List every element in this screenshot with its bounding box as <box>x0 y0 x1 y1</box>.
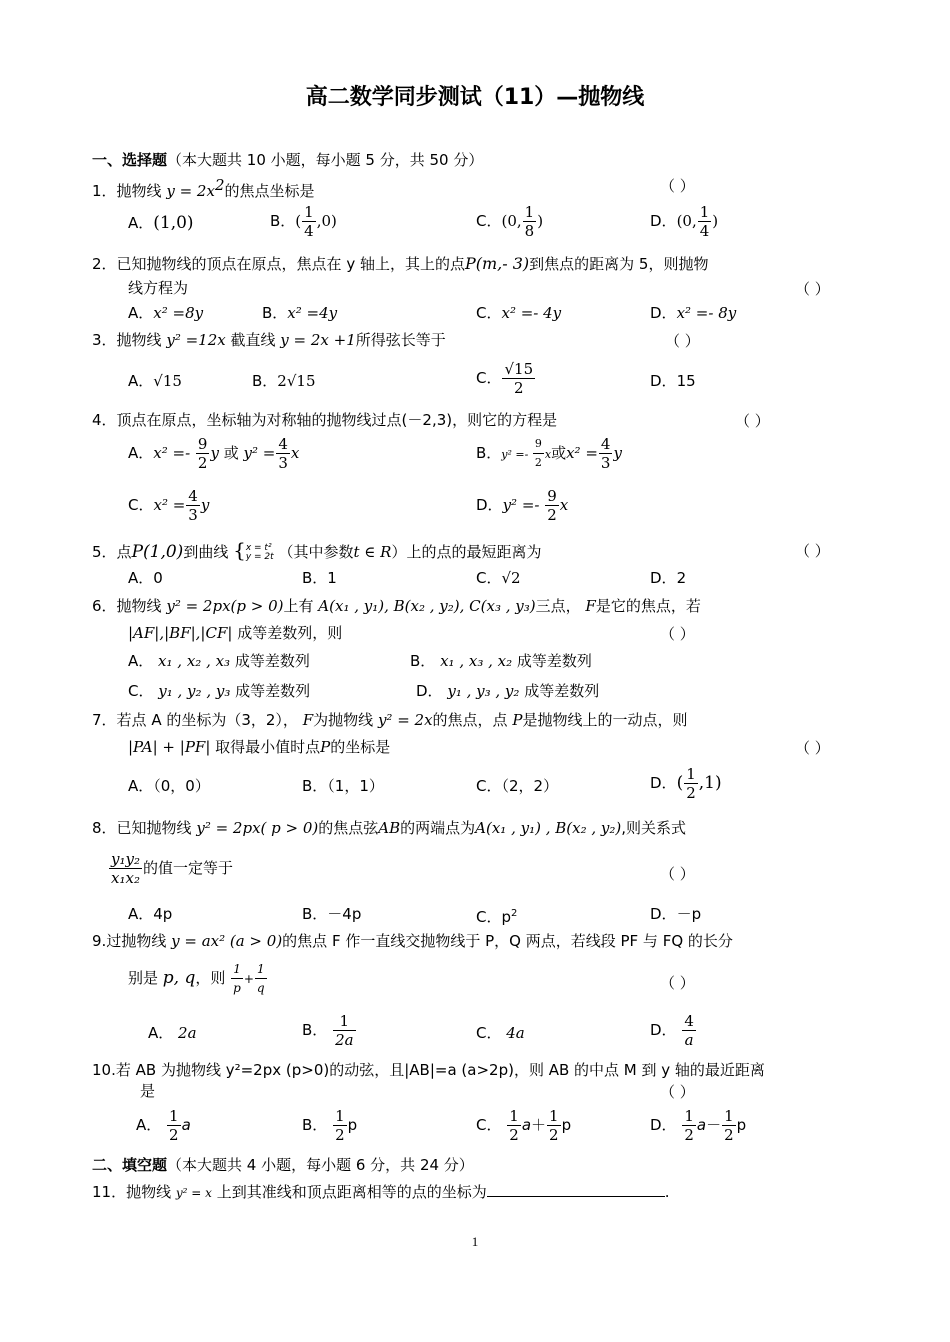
q6-option-c: C． y₁ , y₂ , y₃ 成等差数列 <box>128 682 311 700</box>
section-2-header: 二、填空题（本大题共 4 小题，每小题 6 分，共 24 分） <box>92 1156 474 1174</box>
q2-option-d: D．x² =- 8y <box>650 304 737 322</box>
question-8: 8．已知抛物线 y² = 2px( p > 0)的焦点弦AB的两端点为A(x₁ , y₁) , B(x₂ , y₂),则关系式 <box>92 819 687 837</box>
q2-option-c: C．x² =- 4y <box>476 304 562 322</box>
q3-option-d: D．15 <box>650 372 696 390</box>
q2-option-a: A．x² =8y <box>128 304 204 322</box>
question-6-line-2: |AF|,|BF|,|CF| 成等差数列，则 <box>128 624 343 642</box>
parametric-system: x = t² y = 2t <box>245 542 274 562</box>
q4-option-b: B．y² =- $\frac{9}{2}$ x或x² = $\frac{4}{3}$ y <box>476 435 622 472</box>
question-2: 2．已知抛物线的顶点在原点，焦点在 y 轴上，其上的点P(m,- 3)到焦点的距离为 5，则抛物 <box>92 254 709 273</box>
answer-paren-7: （ ） <box>795 739 830 757</box>
question-7-line-2: |PA| + |PF| 取得最小值时点P的坐标是 <box>128 738 391 756</box>
q10-option-a: A． $\frac{1}{2}$ a <box>136 1107 191 1144</box>
answer-paren-9: （ ） <box>660 974 695 992</box>
q10-option-b: B． $\frac{1}{2}$ p <box>302 1107 358 1144</box>
answer-paren-6: （ ） <box>660 625 695 643</box>
answer-paren-8: （ ） <box>660 865 695 883</box>
q9-option-a: A． 2a <box>148 1024 197 1042</box>
question-6: 6．抛物线 y² = 2px(p > 0)上有 A(x₁ , y₁), B(x₂ , y₂), C(x₃ , y₃)三点， F是它的焦点，若 <box>92 597 701 615</box>
q2-option-b: B．x² =4y <box>262 304 338 322</box>
q6-option-b: B． x₁ , x₃ , x₂ 成等差数列 <box>410 652 592 670</box>
q3-option-c: C． $\frac{√15}{2}$ <box>476 360 534 397</box>
q4-option-c: C．x² = $\frac{4}{3}$ y <box>128 487 210 524</box>
q4-option-a: A．x² =- $\frac{9}{2}$ y 或 y² = $\frac{4}{3}$ x <box>128 435 300 472</box>
q1-option-a: A．(1,0) <box>128 213 194 233</box>
answer-paren-5: （ ） <box>795 542 830 560</box>
q3-option-b: B．2√15 <box>252 372 316 390</box>
question-5: 5．点P(1,0)到曲线 {x = t² y = 2t （其中参数t ∈ R）上的点的最短距离为 <box>92 538 542 562</box>
q8-option-d: D．－p <box>650 905 702 923</box>
q1-option-b: B．( $\frac{1}{4}$ ,0) <box>270 203 337 240</box>
question-9-line-2: 别是 p, q，则 $\frac{1}{p}$ + $\frac{1}{q}$ <box>128 962 265 995</box>
question-9: 9.过抛物线 y = ax² (a > 0)的焦点 F 作一直线交抛物线于 P，Q 两点，若线段 PF 与 FQ 的长分 <box>92 932 733 950</box>
q3-option-a: A．√15 <box>128 372 182 390</box>
answer-paren-4: （ ） <box>735 412 770 430</box>
q10-option-d: D． $\frac{1}{2}$ a－ $\frac{1}{2}$ p <box>650 1107 747 1144</box>
q6-option-a: A． x₁ , x₂ , x₃ 成等差数列 <box>128 652 310 670</box>
answer-paren-3: （ ） <box>665 332 700 350</box>
q8-option-c: C．$p^2$ <box>476 908 518 926</box>
q5-option-d: D．2 <box>650 569 687 587</box>
q6-option-d: D． y₁ , y₃ , y₂ 成等差数列 <box>416 682 600 700</box>
q4-option-d: D．y² =- $\frac{9}{2}$ x <box>476 487 569 524</box>
q9-option-c: C． 4a <box>476 1024 525 1042</box>
page-number: 1 <box>471 1234 479 1249</box>
q5-option-b: B．1 <box>302 569 337 587</box>
q5-option-a: A．0 <box>128 569 163 587</box>
answer-paren-1: （ ） <box>660 177 695 195</box>
question-1: 1．抛物线 $y = 2x^2$的焦点坐标是 <box>92 176 315 200</box>
answer-blank-11[interactable] <box>487 1180 665 1197</box>
left-brace-icon: { <box>233 538 246 562</box>
q9-option-d: D． $\frac{4}{a}$ <box>650 1012 694 1049</box>
question-10-line-2: 是 <box>140 1082 156 1100</box>
q1-option-c: C．(0, $\frac{1}{8}$ ) <box>476 203 544 240</box>
question-8-line-2: $\frac{\text{y₁y₂}}{\text{x₁x₂}}$ 的值一定等于 <box>111 850 233 887</box>
answer-paren-2: （ ） <box>795 280 830 298</box>
question-7: 7．若点 A 的坐标为（3，2）， F为抛物线 y² = 2x的焦点，点 P是抛物线上的一动点，则 <box>92 711 688 729</box>
q8-option-a: A．4p <box>128 905 173 923</box>
q1-option-d: D．(0, $\frac{1}{4}$ ) <box>650 203 719 240</box>
question-2-line-2: 线方程为 <box>128 279 189 297</box>
q7-option-d: D．( $\frac{1}{2}$ ,1) <box>650 765 722 802</box>
q8-option-b: B．－4p <box>302 905 362 923</box>
q5-option-c: C．√2 <box>476 569 521 587</box>
section-1-header: 一、选择题（本大题共 10 小题，每小题 5 分，共 50 分） <box>92 151 484 169</box>
q7-option-a: A．（0，0） <box>128 777 210 795</box>
q9-option-b: B． $\frac{1}{2a}$ <box>302 1012 354 1049</box>
q7-option-c: C．（2，2） <box>476 777 559 795</box>
question-10: 10.若 AB 为抛物线 y²=2px (p>0)的动弦，且|AB|=a (a>2p)，则 AB 的中点 M 到 y 轴的最近距离 <box>92 1061 765 1079</box>
q10-option-c: C． $\frac{1}{2}$ a＋ $\frac{1}{2}$ p <box>476 1107 572 1144</box>
question-4: 4．顶点在原点，坐标轴为对称轴的抛物线过点(－2,3)，则它的方程是 <box>92 411 558 429</box>
question-11: 11．抛物线 y² = x 上到其准线和顶点距离相等的点的坐标为 . <box>92 1180 670 1203</box>
q7-option-b: B．（1，1） <box>302 777 384 795</box>
page-title: 高二数学同步测试（11）—抛物线 <box>305 85 645 110</box>
question-3: 3．抛物线 y² =12x 截直线 y = 2x +1所得弦长等于 <box>92 331 446 349</box>
answer-paren-10: （ ） <box>660 1083 695 1101</box>
